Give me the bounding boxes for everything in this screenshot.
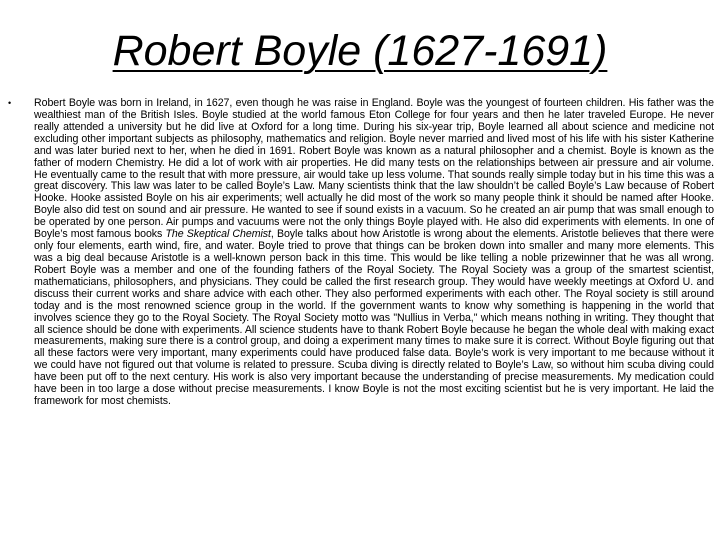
body-paragraph	[34, 98, 714, 408]
bullet-item	[8, 98, 714, 408]
bullet-icon: •	[8, 98, 12, 108]
book-title: The Skeptical Chemist	[165, 228, 271, 241]
slide-title: Robert Boyle (1627-1691)	[112, 27, 608, 75]
paragraph-text-part-2: , Boyle talks about how Aristotle is wrong about the elements. Aristotle believes that there were only four elements, earth wind, fire, and water. Boyle tried to prove that things can be broken down into smaller and many more elements. This was a big deal because Aristotle is a well-known person back in this time. This would be like telling a noble prizewinner that he was all wrong. Robert Boyle was a member and one of the founding fathers of the Royal Society. The Royal Society was a group of the smartest scientist, mathematicians, philosophers, and physicians. They could be called the first research group. They would have weekly meetings at Oxford U. and discuss their current works and share advice with each other. They also performed experiments with each other. The Royal society is still around today and is the most renowned science group in the world. If the government wants to know why something is happening in the world that involves science they go to the Royal Society. The Royal Society motto was "Nullius in Verba," which means nothing in writing. They thought that all science should be done with experiments. All science students have to thank Robert Boyle because he began the whole deal with making exact measurements, making sure there is a control group, and doing a experiment many times to make sure it is correct. Without Boyle figuring out that all these factors were very important, many experiments could have produced false data. Boyle’s work is very important to me because without it we could have not figured out that volume is related to pressure. Scuba diving is directly related to Boyle’s Law, so without him scuba diving could have been put off to the next century. His work is also very important because the understanding of precise measurements. My medication could have been in too large a dose without precise measurements. I know Boyle is not the most exciting scientist but he is very important. He laid the framework for most chemists.	[34, 228, 714, 408]
paragraph-text-part-1: Robert Boyle was born in Ireland, in 1627, even though he was raise in England. Boyle was the youngest of fourteen children. His father was the wealthiest man of the British Isles. Boyle studied at the world famous Eton College for four years and then he later traveled Europe. He never really attended a university but he did live at Oxford for a long time. During his six-year trip, Boyle learned all about science and medicine not excluding other important subjects as philosophy, mathematics and religion. Boyle never married and lived most of his life with his sister Katherine and was later buried next to her, when he died in 1691. Robert Boyle was known as a natural philosopher and a chemist. Boyle is known as the father of modern Chemistry. He did a lot of work with air properties. He did many tests on the relationships between air pressure and air volume. He eventually came to the result that with more pressure, air would take up less volume. That sounds really simple today but in his time this was a great discovery. This law was later to be called Boyle’s Law. Many scientists think that the law shouldn’t be called Boyle’s Law because of Robert Hooke. Hooke assisted Boyle on his air experiments; well actually he did most of the work so many people think it should be named after Hooke. Boyle also did test on sound and air pressure. He wanted to see if sound exists in a vacuum. So he created an air pump that was small enough to be operated by one person. Air pumps and vacuums were not the only things Boyle played with. He also did experiments with elements. In one of Boyle’s most famous books	[34, 97, 714, 241]
